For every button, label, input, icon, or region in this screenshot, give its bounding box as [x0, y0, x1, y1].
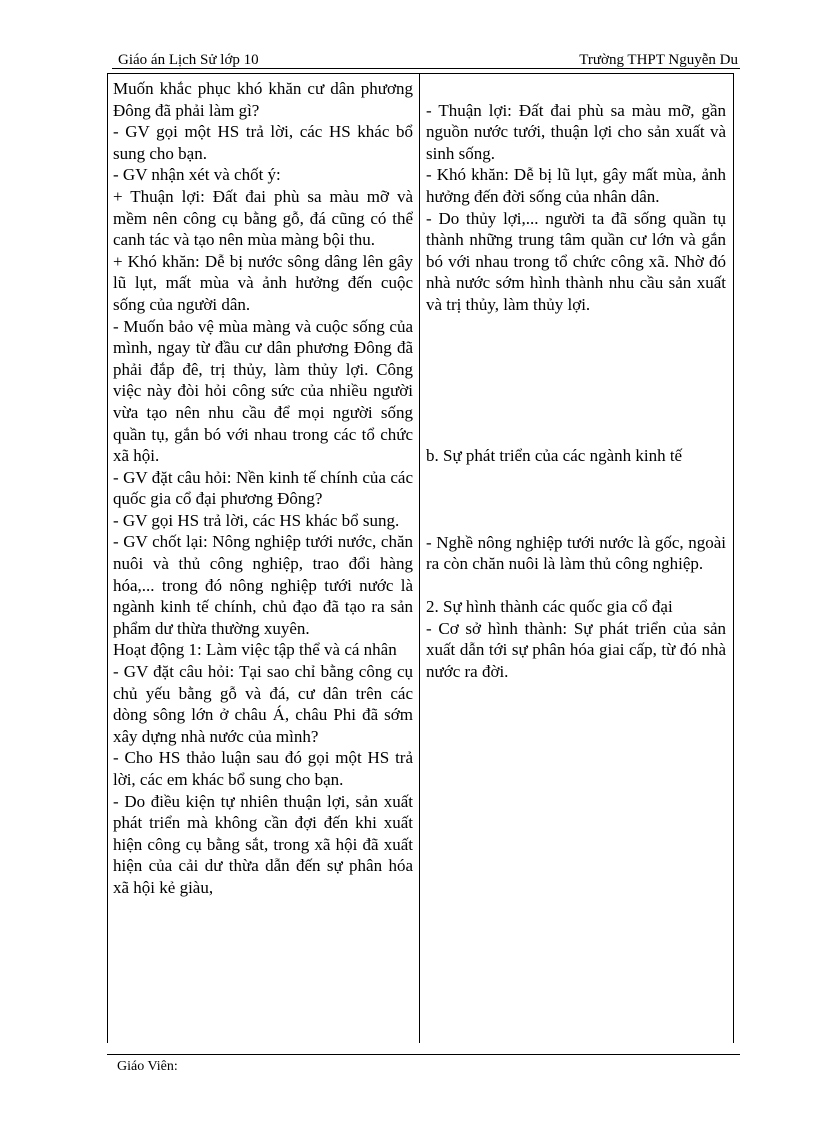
left-para-difficulty: + Khó khăn: Dễ bị nước sông dâng lên gây lũ lụt, mất mùa và ảnh hưởng đến cuộc sống của người dân. — [113, 251, 413, 314]
table-column-divider — [419, 73, 420, 1043]
left-para-advantage: + Thuận lợi: Đất đai phù sa màu mỡ và mềm nên công cụ bằng gỗ, đá cũng có thể canh tác và tạo nên mùa màng bội thu. — [113, 186, 413, 250]
right-para-advantage: - Thuận lợi: Đất đai phù sa màu mỡ, gần nguồn nước tưới, thuận lợi cho sản xuất và sinh sống. — [426, 100, 726, 163]
right-para-foundation: - Cơ sở hình thành: Sự phát triển của sản xuất dẫn tới sự phân hóa giai cấp, từ đó nhà nước ra đời. — [426, 618, 726, 682]
left-para-irrigation: - Muốn bảo vệ mùa màng và cuộc sống của mình, ngay từ đầu cư dân phương Đông đã phải đắp đê, trị thủy, làm thủy lợi. Công việc này đòi hỏi công sức của nhiều người vừa tạo nên nhu cầu để mọi người sống quần tụ, gắn bó với nhau trong các tổ chức xã hội. — [113, 316, 413, 466]
right-heading-economy: b. Sự phát triển của các ngành kinh tế — [426, 446, 683, 466]
header-school-name: Trường THPT Nguyễn Du — [579, 52, 738, 68]
right-para-difficulty: - Khó khăn: Dễ bị lũ lụt, gây mất mùa, ảnh hưởng đến đời sống của nhân dân. — [426, 165, 726, 206]
left-para-economy-conclusion: - GV chốt lại: Nông nghiệp tưới nước, chăn nuôi và thủ công nghiệp, trao đổi hàng hóa,... trong đó nông nghiệp tưới nước là ngành kinh tế chính, chủ đạo đã tạo ra sản phẩm dư thừa thường xuyên. — [113, 532, 413, 638]
left-para-call-student-2: - GV gọi HS trả lời, các HS khác bổ sung. — [113, 510, 400, 530]
left-para-call-student: - GV gọi một HS trả lời, các HS khác bổ sung cho bạn. — [113, 122, 413, 163]
knowledge-column — [426, 78, 726, 683]
teacher-activities-column — [113, 78, 413, 899]
left-para-state-question: - GV đặt câu hỏi: Tại sao chỉ bằng công cụ chủ yếu bằng gỗ và đá, cư dân trên các dòng sông lớn ở châu Á, châu Phi đã sớm xây dựng nhà nước của mình? — [113, 662, 413, 746]
left-para-economy-question: - GV đặt câu hỏi: Nền kinh tế chính của các quốc gia cổ đại phương Đông? — [113, 467, 413, 509]
footer-teacher-label: Giáo Viên: — [117, 1059, 178, 1074]
right-heading-states: 2. Sự hình thành các quốc gia cổ đại — [426, 597, 673, 617]
right-para-agriculture: - Nghề nông nghiệp tưới nước là gốc, ngoài ra còn chăn nuôi là làm thủ công nghiệp. — [426, 532, 726, 574]
right-para-irrigation: - Do thủy lợi,... người ta đã sống quần tụ thành những trung tâm quần cư lớn và gắn bó với nhau trong tổ chức công xã. Nhờ đó nhà nước sớm hình thành nhu cầu sản xuất và trị thủy, làm thủy lợi. — [426, 208, 726, 314]
left-para-discussion: - Cho HS thảo luận sau đó gọi một HS trả lời, các em khác bổ sung cho bạn. — [113, 748, 413, 789]
header-rule — [112, 68, 740, 69]
header-course-title: Giáo án Lịch Sử lớp 10 — [118, 52, 259, 68]
left-para-question: Muốn khắc phục khó khăn cư dân phương Đông đã phải làm gì? — [113, 79, 413, 120]
left-para-activity-1: Hoạt động 1: Làm việc tập thể và cá nhân — [113, 640, 397, 660]
page-header — [112, 50, 740, 70]
footer-rule — [107, 1054, 740, 1055]
left-para-answer: - Do điều kiện tự nhiên thuận lợi, sản xuất phát triển mà không cần đợi đến khi xuất hiện công cụ bằng sắt, trong xã hội đã xuất hiện của cải dư thừa dẫn đến sự phân hóa xã hội kẻ giàu, — [113, 791, 413, 897]
left-para-conclude: - GV nhận xét và chốt ý: — [113, 165, 281, 185]
